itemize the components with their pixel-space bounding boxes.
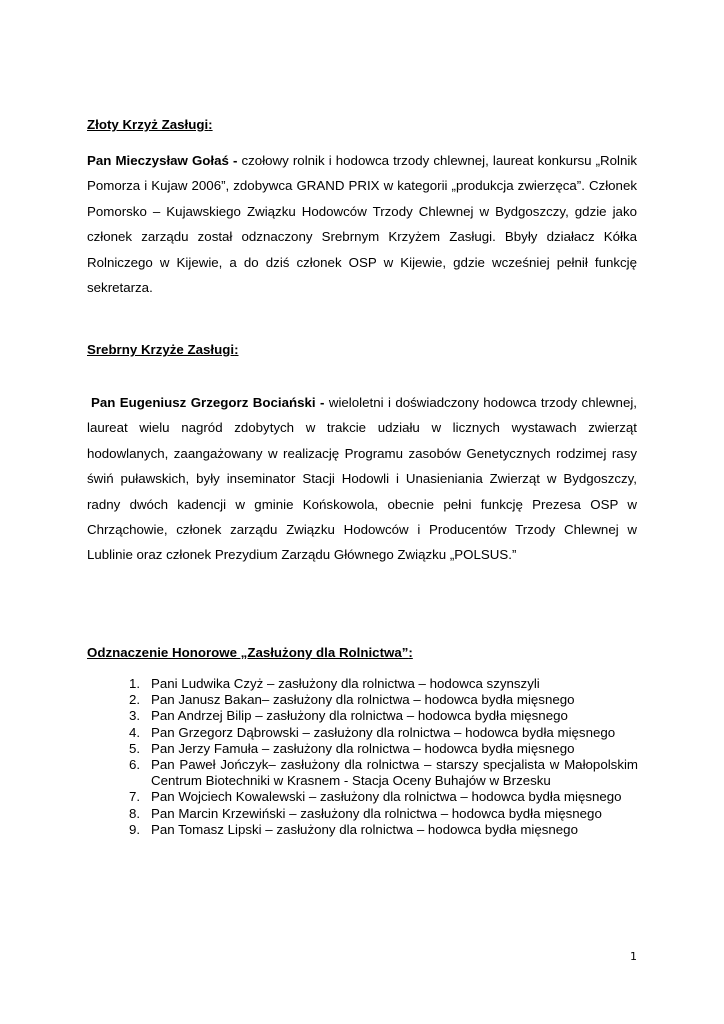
list-item-number: 3. — [129, 708, 141, 724]
list-item-text: Pan Jerzy Famuła – zasłużony dla rolnictwa – hodowca bydła mięsnego — [151, 740, 575, 756]
list-item — [0, 676, 638, 692]
list-item-number: 8. — [129, 805, 141, 821]
honor-recipients-list — [0, 676, 724, 838]
gold-cross-heading-colon: : — [208, 117, 213, 132]
list-item-text: Pani Ludwika Czyż – zasłużony dla rolnictwa – hodowca szynszyli — [151, 676, 540, 691]
list-item — [0, 708, 638, 724]
silver-cross-heading-colon: : — [234, 342, 239, 357]
page-number: 1 — [630, 950, 637, 963]
silver-cross-heading-text: Srebrny Krzyże Zasługi — [87, 342, 235, 357]
list-item-number: 1. — [129, 676, 141, 691]
honor-badge-heading-text: Odznaczenie Honorowe „Zasłużony dla Rolnictwa” — [87, 645, 409, 660]
honor-badge-heading — [87, 645, 413, 661]
list-item — [0, 806, 638, 822]
gold-cross-recipient-name: Pan Mieczysław Gołaś - — [87, 153, 238, 168]
list-item-text: Pan Paweł Jończyk– zasłużony dla rolnictwa – starszy specjalista w Małopolskim Centrum Biotechniki w Krasnem - Stacja Oceny Buhajów w Brzesku — [151, 757, 638, 789]
silver-cross-paragraph — [87, 390, 637, 568]
gold-cross-heading-text: Złoty Krzyż Zasługi — [87, 117, 209, 132]
silver-cross-recipient-name: Pan Eugeniusz Grzegorz Bociański - — [91, 395, 325, 410]
list-item-number: 2. — [129, 692, 141, 708]
gold-cross-paragraph — [87, 148, 637, 300]
gold-cross-heading — [87, 117, 213, 133]
list-item — [0, 789, 638, 805]
list-item-text: Pan Janusz Bakan– zasłużony dla rolnictwa – hodowca bydła mięsnego — [151, 692, 575, 708]
list-item — [0, 757, 638, 789]
list-item-number: 7. — [129, 789, 141, 805]
list-item — [0, 822, 638, 838]
list-item-text: Pan Grzegorz Dąbrowski – zasłużony dla rolnictwa – hodowca bydła mięsnego — [151, 724, 616, 740]
list-item-number: 6. — [129, 757, 141, 773]
silver-cross-description: wieloletni i doświadczony hodowca trzody chlewnej, laureat wielu nagród zdobytych w trakcie udziału w licznych wystawach zwierząt hodowlanych, zaangażowany w realizację Programu zasobów Genetycznych rodzimej rasy świń puławskich, były inseminator Stacji Hodowli i Unasieniania Zwierząt w Bydgoszczy, radny dwóch kadencji w gminie Końskowola, obecnie pełni funkcję Prezesa OSP w Chrząchowie, członek zarządu Związku Hodowców i Producentów Trzody Chlewnej w Lublinie oraz członek Prezydium Zarządu Głównego Związku „POLSUS.” — [87, 395, 637, 563]
list-item-text: Pan Tomasz Lipski – zasłużony dla rolnictwa – hodowca bydła mięsnego — [151, 821, 578, 837]
silver-cross-heading — [87, 342, 239, 358]
list-item — [0, 725, 638, 741]
list-item-number: 5. — [129, 740, 141, 756]
list-item-number: 4. — [129, 724, 141, 740]
list-item-number: 9. — [129, 821, 141, 837]
list-item — [0, 692, 638, 708]
list-item-text: Pan Wojciech Kowalewski – zasłużony dla rolnictwa – hodowca bydła mięsnego — [151, 789, 622, 805]
list-item — [0, 741, 638, 757]
gold-cross-description: czołowy rolnik i hodowca trzody chlewnej, laureat konkursu „Rolnik Pomorza i Kujaw 2006”, zdobywca GRAND PRIX w kategorii „produkcja zwierzęca”. Członek Pomorsko – Kujawskiego Związku Hodowców Trzody Chlewnej w Bydgoszczy, gdzie jako członek zarządu został odznaczony Srebrnym Krzyżem Zasługi. Bbyły działacz Kółka Rolniczego w Kijewie, a do dziś członek OSP w Kijewie, gdzie wcześniej pełnił funkcję sekretarza. — [87, 153, 637, 296]
list-item-text: Pan Andrzej Bilip – zasłużony dla rolnictwa – hodowca bydła mięsnego — [151, 708, 568, 724]
list-item-text: Pan Marcin Krzewiński – zasłużony dla rolnictwa – hodowca bydła mięsnego — [151, 805, 602, 821]
honor-badge-heading-colon: : — [408, 645, 413, 660]
